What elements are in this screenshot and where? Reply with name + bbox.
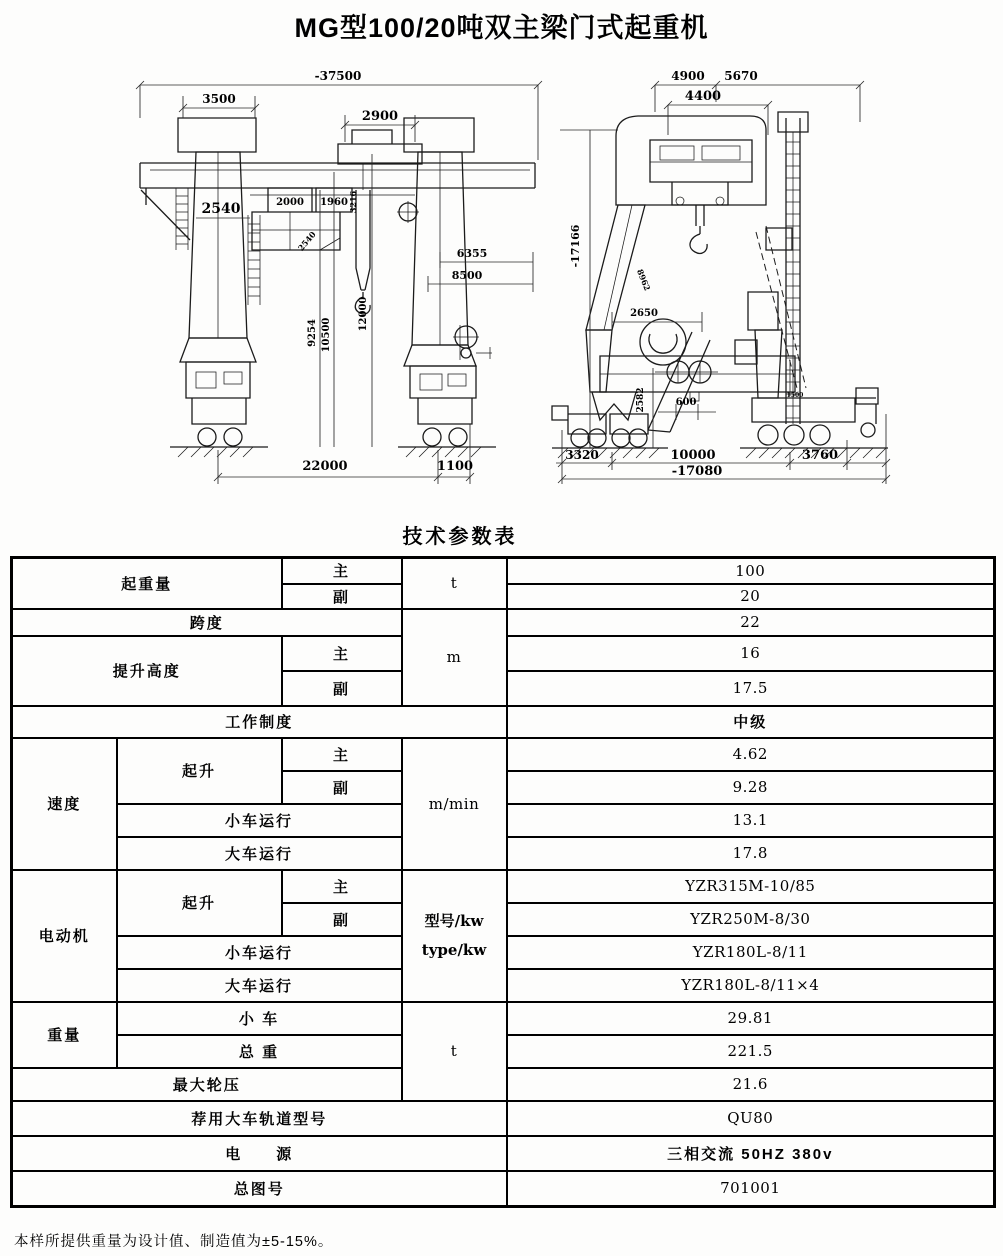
speed-trolley-value: 13.1 (507, 804, 995, 837)
speed-trolley-label: 小车运行 (117, 804, 402, 837)
rail-label: 荐用大车轨道型号 (12, 1101, 507, 1136)
dimension-label: 600 (675, 397, 697, 408)
speed-hoist-label: 起升 (117, 738, 282, 804)
dimension-label: 1100 (436, 459, 474, 474)
lifting-height-aux-value: 17.5 (507, 671, 995, 706)
lifting-height-main-value: 16 (507, 636, 995, 671)
lifting-capacity-main-value: 100 (507, 558, 995, 584)
motor-trolley-value: YZR180L-8/11 (507, 936, 995, 969)
dimension-label: 1960 (320, 197, 348, 208)
drawing-no-label: 总图号 (12, 1171, 507, 1207)
dimension-label: 6355 (456, 247, 488, 260)
weight-trolley-value: 29.81 (507, 1002, 995, 1035)
motor-label: 电动机 (12, 870, 117, 1002)
dimension-label: 10000 (670, 448, 716, 463)
front-elevation-drawing (136, 69, 542, 484)
motor-crane-label: 大车运行 (117, 969, 402, 1002)
lifting-capacity-main-label: 主 (282, 558, 402, 584)
dimension-label: 2540 (295, 229, 318, 253)
lifting-height-label: 提升高度 (12, 636, 282, 706)
dimension-label: 2650 (630, 308, 658, 319)
motor-hoist-aux-value: YZR250M-8/30 (507, 903, 995, 936)
lifting-height-aux-label: 副 (282, 671, 402, 706)
weight-label: 重量 (12, 1002, 117, 1068)
dimension-label: 5670 (724, 69, 758, 83)
dimension-label: -37500 (314, 69, 362, 83)
dimension-label: 2540 (201, 201, 241, 217)
dimension-label: -17080 (671, 464, 723, 479)
weight-trolley-label: 小 车 (117, 1002, 402, 1035)
motor-crane-value: YZR180L-8/11×4 (507, 969, 995, 1002)
table-title: 技术参数表 (402, 526, 518, 548)
dimension-label: 8962 (634, 267, 653, 293)
lifting-capacity-unit: t (402, 558, 507, 609)
speed-unit: m/min (402, 738, 507, 870)
motor-unit-line2: type/kw (421, 940, 487, 959)
side-elevation-drawing (552, 69, 890, 484)
motor-hoist-label: 起升 (117, 870, 282, 936)
speed-hoist-aux-value: 9.28 (507, 771, 995, 804)
speed-crane-value: 17.8 (507, 837, 995, 870)
motor-unit (402, 870, 507, 1002)
power-label: 电 源 (12, 1136, 507, 1171)
max-wheel-load-value: 21.6 (507, 1068, 995, 1101)
drawing-no-value: 701001 (507, 1171, 995, 1207)
dimension-label: 3216 (348, 190, 358, 214)
dimension-label: 4400 (684, 89, 722, 104)
weight-unit: t (402, 1002, 507, 1101)
span-value: 22 (507, 609, 995, 636)
footnote: 本样所提供重量为设计值、制造值为±5-15%。 (14, 1234, 334, 1250)
motor-trolley-label: 小车运行 (117, 936, 402, 969)
dimension-label: 2582 (636, 387, 646, 413)
weight-total-label: 总 重 (117, 1035, 402, 1068)
span-unit: m (402, 609, 507, 706)
max-wheel-load-label: 最大轮压 (12, 1068, 402, 1101)
motor-hoist-main-value: YZR315M-10/85 (507, 870, 995, 903)
dimension-label: 8500 (451, 269, 483, 282)
dimension-label: 3320 (565, 448, 599, 462)
rail-value: QU80 (507, 1101, 995, 1136)
dimension-label: 4900 (671, 69, 705, 83)
crane-drawings (0, 42, 1003, 514)
duty-label: 工作制度 (12, 706, 507, 738)
dimension-label: -17166 (569, 224, 582, 268)
dimension-label: 2000 (276, 197, 304, 208)
page-title: MG型100/20吨双主梁门式起重机 (294, 13, 709, 43)
dimension-label: 1500 (786, 392, 804, 399)
motor-unit-line1: 型号/kw (424, 912, 484, 930)
dimension-label: 3760 (801, 448, 839, 463)
motor-hoist-aux-label: 副 (282, 903, 402, 936)
dimension-label: 22000 (302, 459, 348, 474)
dimension-label: 2900 (361, 109, 399, 124)
dimension-label: 3500 (202, 92, 236, 106)
speed-hoist-aux-label: 副 (282, 771, 402, 804)
lifting-capacity-aux-value: 20 (507, 584, 995, 609)
weight-total-value: 221.5 (507, 1035, 995, 1068)
dimension-label: 10500 (321, 317, 332, 353)
speed-hoist-main-label: 主 (282, 738, 402, 771)
speed-label: 速度 (12, 738, 117, 870)
lifting-height-main-label: 主 (282, 636, 402, 671)
speed-crane-label: 大车运行 (117, 837, 402, 870)
technical-parameters-table (10, 556, 996, 1208)
span-label: 跨度 (12, 609, 402, 636)
dimension-label: 12000 (358, 296, 369, 332)
power-value: 三相交流 50HZ 380v (507, 1136, 995, 1171)
duty-value: 中级 (507, 706, 995, 738)
lifting-capacity-label: 起重量 (12, 558, 282, 609)
lifting-capacity-aux-label: 副 (282, 584, 402, 609)
motor-hoist-main-label: 主 (282, 870, 402, 903)
speed-hoist-main-value: 4.62 (507, 738, 995, 771)
dimension-label: 9254 (307, 319, 318, 347)
